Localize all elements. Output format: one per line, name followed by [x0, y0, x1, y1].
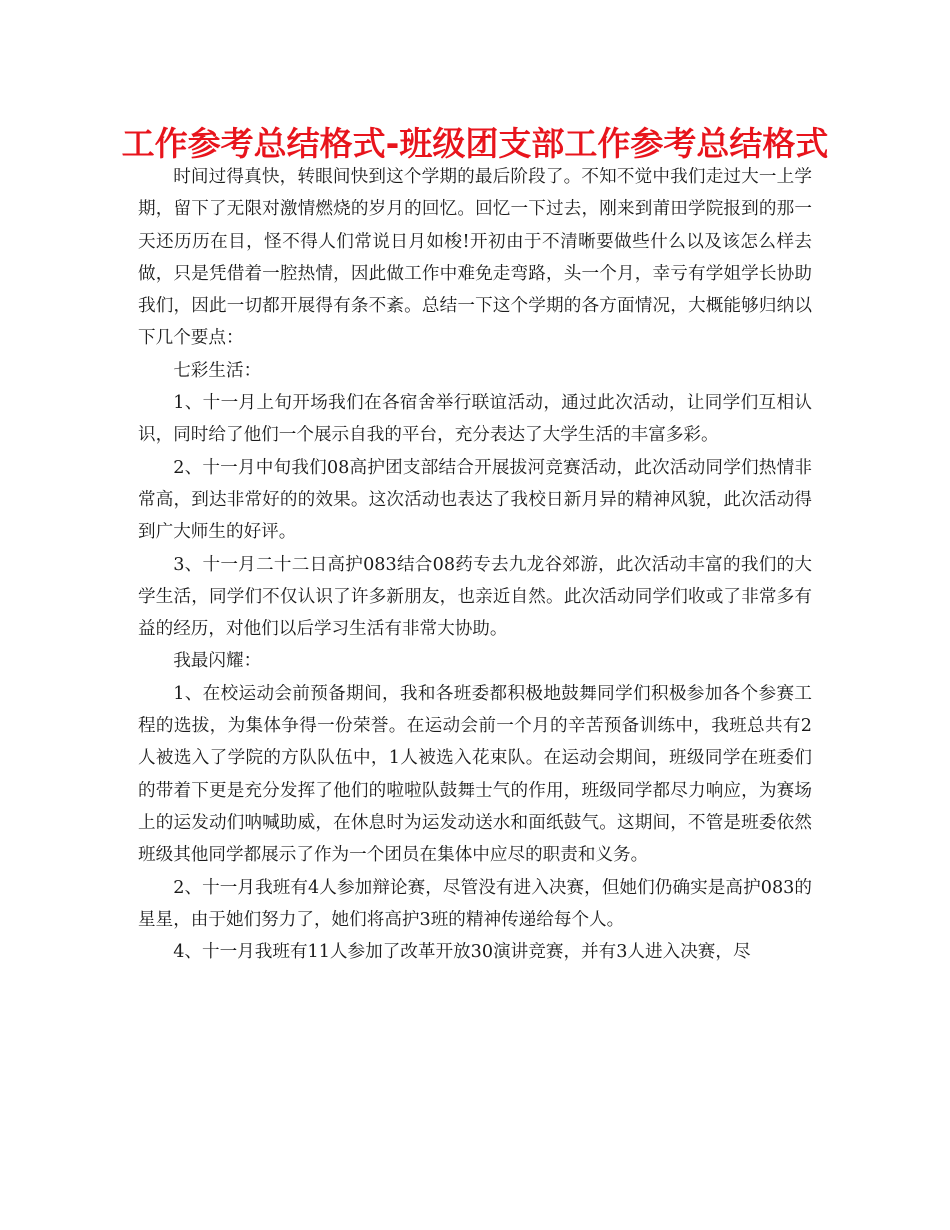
- list-item-paragraph: 2、十一月中旬我们08高护团支部结合开展拔河竞赛活动，此次活动同学们热情非常高，到达非常好的的效果。这次活动也表达了我校日新月异的精神风貌，此次活动得到广大师生的好评。: [138, 457, 812, 543]
- section-heading-shining: 我最闪耀：: [173, 651, 262, 672]
- list-item-paragraph: 3、十一月二十二日高护083结合08药专去九龙谷郊游，此次活动丰富的我们的大学生活，同学们不仅认识了许多新朋友，也亲近自然。此次活动同学们收或了非常多有益的经历，对他们以后学习生活有非常大协助。: [138, 554, 812, 640]
- document-title: 工作参考总结格式-班级团支部工作参考总结格式: [121, 124, 829, 163]
- list-item-paragraph: 1、十一月上旬开场我们在各宿舍举行联谊活动，通过此次活动，让同学们互相认识，同时给了他们一个展示自我的平台，充分表达了大学生活的丰富多彩。: [138, 393, 812, 446]
- section-heading-colorful-life: 七彩生活：: [173, 360, 262, 381]
- list-item-paragraph: 4、十一月我班有11人参加了改革开放30演讲竞赛，并有3人进入决赛，尽: [173, 942, 751, 963]
- list-item-paragraph: 1、在校运动会前预备期间，我和各班委都积极地鼓舞同学们积极参加各个参赛工程的选拔，为集体争得一份荣誉。在运动会前一个月的辛苦预备训练中，我班总共有2人被选入了学院的方队队伍中，1人被选入花束队。在运动会期间，班级同学在班委们的带着下更是充分发挥了他们的啦啦队鼓舞士气的作用，班级同学都尽力响应，为赛场上的运发动们呐喊助威，在休息时为运发动送水和面纸鼓气。这期间，不管是班委依然班级其他同学都展示了作为一个团员在集体中应尽的职责和义务。: [138, 683, 812, 866]
- document-body: [138, 161, 812, 968]
- list-item-paragraph: 2、十一月我班有4人参加辩论赛，尽管没有进入决赛，但她们仍确实是高护083的星星，由于她们努力了，她们将高护3班的精神传递给每个人。: [138, 877, 812, 930]
- intro-paragraph: 时间过得真快，转眼间快到这个学期的最后阶段了。不知不觉中我们走过大一上学期，留下了无限对激情燃烧的岁月的回忆。回忆一下过去，刚来到莆田学院报到的那一天还历历在目，怪不得人们常说日月如梭!开初由于不清晰要做些什么以及该怎么样去做，只是凭借着一腔热情，因此做工作中难免走弯路，头一个月，幸亏有学姐学长协助我们，因此一切都开展得有条不紊。总结一下这个学期的各方面情况，大概能够归纳以下几个要点：: [138, 167, 812, 349]
